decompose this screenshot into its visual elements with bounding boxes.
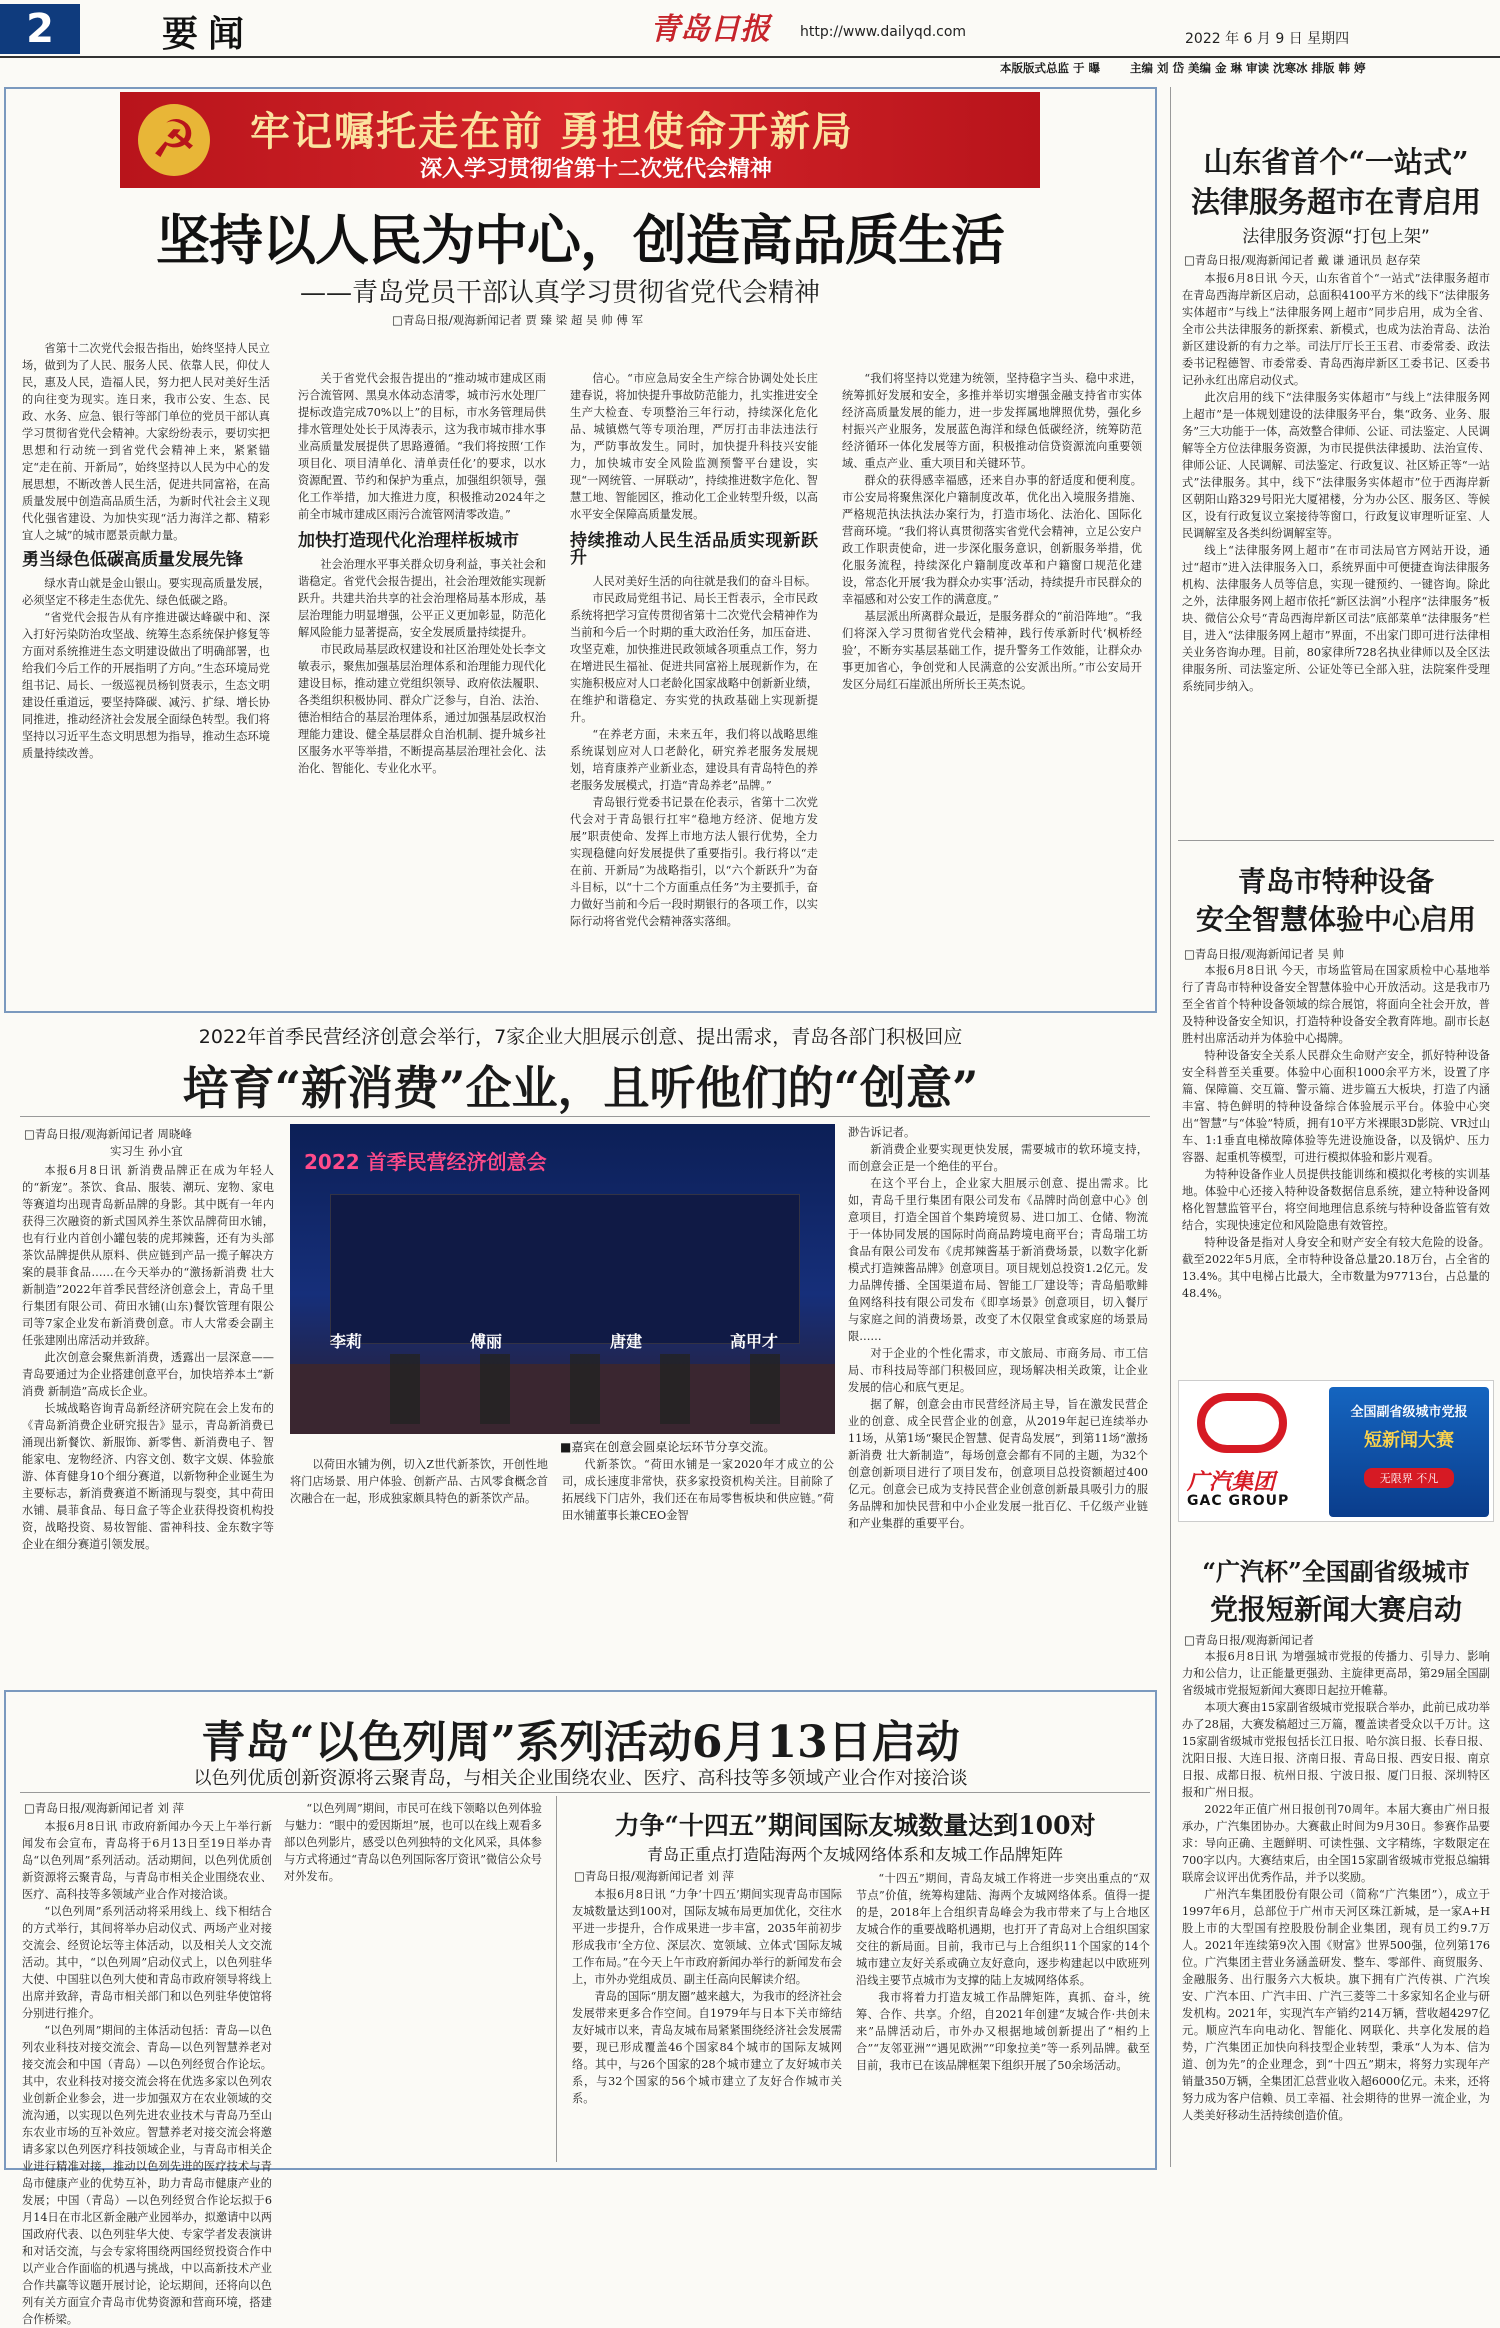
lead-subhead-3: 持续推动人民生活品质实现新跃升 <box>570 531 818 568</box>
right3-para-3: 2022年正值广州日报创刊70周年。本届大赛由广州日报承办，广汽集团协办。大赛截止时间为9月30日。参赛作品要求：导向正确、主题鲜明、可读性强、文字精练，字数限定在700字以内。大赛结束后，由全国15家副省级城市党报总编辑联席会议评出优秀作品，并予以奖励。 <box>1182 1803 1490 1884</box>
right2-para-1: 本报6月8日讯 今天，市场监管局在国家质检中心基地举行了青岛市特种设备安全智慧体验中心开放活动。这是我市乃至全省首个特种设备领域的综合展馆，将面向全社会开放，普及特种设备安全知识，打造特种设备安全教育阵地。副市长赵胜村出席活动并为体验中心揭牌。 <box>1182 964 1490 1045</box>
bottom-right-col-2 <box>856 1870 1150 2164</box>
photo-name-1: 李莉 <box>330 1332 363 1351</box>
lead-para-2: 绿水青山就是金山银山。要实现高质量发展，必须坚定不移走生态优先、绿色低碳之路。 <box>22 577 270 607</box>
bottom-rule <box>20 1792 1150 1793</box>
right2-para-4: 特种设备是指对人身安全和财产安全有较大危险的设备。截至2022年5月底，全市特种设备总量20.18万台，占全省的13.4%。其中电梯占比最大，全市数量为97713台，占总量的48.4%。 <box>1182 1236 1490 1300</box>
mid-para-8: 在这个平台上，企业家大胆展示创意、提出需求。比如，青岛千里行集团有限公司发布《品牌时尚创意中心》创意项目，打造全国首个集跨境贸易、进口加工、仓储、物流于一体协同发展的国际时尚商品跨境电商平台；青岛瑞工坊食品有限公司发布《虎邦辣酱基于新消费场景，以数字化新模式打造辣酱品牌》创意项目。项目规划总投资1.2亿元。发力品牌传播、全国渠道布局、智能工厂建设等；青岛船歌鲱鱼网络科技有限公司发布《即享场景》创意项目，切入餐厅与家庭之间的消费场景，改变了木仅限堂食或家庭的场景局限…… <box>848 1177 1148 1343</box>
party-banner <box>120 92 1040 188</box>
lead-col-3 <box>570 370 818 1004</box>
right3-para-4: 广州汽车集团股份有限公司（简称“广汽集团”），成立于1997年6月，总部位于广州市天河区珠江新城，是一家A+H股上市的大型国有控股股份制企业集团，现有员工约9.7万人。2021年连续第9次入围《财富》世界500强，位列第176位。广汽集团主营业务涵盖研发、整车、零部件、商贸服务、金融服务、出行服务六大板块。旗下拥有广汽传祺、广汽埃安、广汽本田、广汽丰田、广汽三菱等二十多家知名企业与研发机构。2021年，实现汽车产销约214万辆，营收超4297亿元。顺应汽车向电动化、智能化、网联化、共享化发展的趋势，广汽集团正加快向科技型企业转型，秉承“人为本、信为道、创为先”的企业理念，到“十四五”期末，将努力实现年产销量350万辆，全集团汇总营业收入超6000亿元。未来，还将努力成为客户信赖、员工幸福、社会期待的世界一流企业，为人类美好移动生活持续创造价值。 <box>1182 1888 1490 2122</box>
photo-name-2: 傅丽 <box>470 1332 503 1351</box>
paper-name: 青岛日报 <box>650 12 770 47</box>
banner-sub: 深入学习贯彻省第十二次党代会精神 <box>420 157 773 182</box>
lead-col-4 <box>842 370 1142 1004</box>
bottom-right-byline: □青岛日报/观海新闻记者 刘 萍 <box>574 1869 735 1883</box>
lead-para-9: 市民政局党组书记、局长王哲表示，全市民政系统将把学习宣传贯彻省第十二次党代会精神作为当前和今后一个时期的重大政治任务，加压奋进、攻坚克难，加快推进民政领域各项重点工作，努力在增进民生福祉、促进共同富裕上展现新作为，在实施积极应对人口老龄化国家战略中创新新业绩，在维护和谐稳定、夯实党的执政基础上实现新提升。 <box>570 592 818 724</box>
right1-body <box>1182 270 1490 810</box>
event-photo <box>290 1124 835 1434</box>
lead-col-2 <box>298 370 546 1004</box>
lead-para-7: 信心。“市应急局安全生产综合协调处处长庄建春说，将加快提升事故防范能力，扎实推进安全生产大检查、专项整治三年行动，持续深化危化品、城镇燃气等专项治理，严厉打击非法违法行为，严防事故发生。同时，加快提升科技兴安能力，加快城市安全风险监测预警平台建设，实现“一网统管、一屏联动”，持续推进数字危化、智慧工地、智能园区，推动化工企业转型升级，以高水平安全保障高质量发展。 <box>570 372 818 521</box>
right1-para-3: 线上“法律服务网上超市”在市司法局官方网站开设，通过“超市”进入法律服务入口，系统界面中可便捷查询法律服务机构、法律服务人员等信息，实现一键预约、一键咨询。除此之外，法律服务网上超市依托“新区法润”小程序“法律服务”板块、微信公众号“青岛西海岸新区司法”底部菜单“法律服务”栏目，进入“法律服务网上超市”界面，不出家门即可进行法律相关业务咨询办理。目前，80家律所728名执业律师以及全区法律服务所、司法鉴定所、公证处等已全部入驻，法院案件受理系统同步纳入。 <box>1182 544 1490 693</box>
mid-para-7: 新消费企业要实现更快发展，需要城市的软环境支持，而创意会正是一个绝佳的平台。 <box>848 1143 1148 1173</box>
bottom-subtitle: 以色列优质创新资源将云聚青岛，与相关企业围绕农业、医疗、高科技等多领域产业合作对接洽谈 <box>193 1768 968 1789</box>
bottom-right-col-1 <box>572 1886 842 2164</box>
mid-para-4: 以荷田水铺为例，切入Z世代新茶饮，开创性地将门店场景、用户体验、创新产品、古风零食概念首次融合在一起，形成独家颇具特色的新茶饮产品。 <box>290 1458 548 1505</box>
mid-col-1 <box>22 1162 274 1682</box>
gac-logo-icon <box>1197 1393 1287 1453</box>
right2-byline: □青岛日报/观海新闻记者 吴 帅 <box>1184 947 1345 961</box>
contest-badge-line-2: 短新闻大赛 <box>1364 1430 1454 1451</box>
bottom-title: 青岛“以色列周”系列活动6月13日启动 <box>201 1717 960 1768</box>
mid-title: 培育“新消费”企业，且听他们的“创意” <box>182 1061 979 1115</box>
photo-name-3: 唐建 <box>610 1332 643 1351</box>
right3-title-1: “广汽杯”全国副省级城市 <box>1202 1557 1470 1586</box>
right-col-rule <box>1170 87 1171 2167</box>
gac-brand-en: GAC GROUP <box>1187 1493 1290 1509</box>
bottom-para-1: 本报6月8日讯 市政府新闻办今天上午举行新闻发布会宣布，青岛将于6月13日至19日举办青岛“以色列周”系列活动。活动期间，以色列优质创新资源将云聚青岛，与青岛市相关企业围绕农业、医疗、高科技等多领域产业合作对接洽谈。 <box>22 1820 272 1901</box>
photo-caption: ■嘉宾在创意会圆桌论坛环节分享交流。 <box>560 1440 776 1454</box>
editor-credits-1: 本版版式总监 于 曝 <box>1000 61 1101 75</box>
mid-para-1: 本报6月8日讯 新消费品牌正在成为年轻人的“新宠”。茶饮、食品、服装、潮玩、宠物、家电等赛道均出现青岛新品牌的身影。其中既有一年内获得三次融资的新式国风养生茶饮品牌荷田水铺，也有行业内首创小罐包装的虎邦辣酱，还有为头部茶饮品牌提供从原料、供应链到产品一揽子解决方案的晨菲食品……在今天举办的“激扬新消费 壮大新制造”2022年首季民营经济创意会上，青岛千里行集团有限公司、荷田水铺(山东)餐饮管理有限公司等7家企业发布新消费创意。市人大常委会副主任张建刚出席活动并致辞。 <box>22 1164 274 1347</box>
lead-para-3: “省党代会报告从有序推进碳达峰碳中和、深入打好污染防治攻坚战、统筹生态系统保护修复等方面对系统推进生态文明建设做出了明确部署，也给我们今后工作的开展指明了方向。”生态环境局党组书记、局长、一级巡视员杨钊贤表示，生态文明建设任重道远，要坚持降碳、减污、扩绿、增长协同推进，推动经济社会发展全面绿色转型。我们将坚持以习近平生态文明思想为指导，推动生态环境质量持续改善。 <box>22 611 270 760</box>
bottom-right-title: 力争“十四五”期间国际友城数量达到100对 <box>614 1811 1096 1840</box>
mid-para-5: 代新茶饮。“荷田水铺是一家2020年才成立的公司，成长速度非常快，获多家投资机构关注。目前除了拓展线下门店外，我们还在布局零售板块和供应链。”荷田水铺董事长兼CEO金智 <box>562 1458 834 1522</box>
party-emblem-icon: ☭ <box>138 104 210 176</box>
mid-col-2 <box>290 1456 548 1682</box>
lead-subtitle: ——青岛党员干部认真学习贯彻省党代会精神 <box>300 278 821 308</box>
right2-para-3: 为特种设备作业人员提供技能训练和模拟化考核的实训基地。体验中心还接入特种设备数据信息系统，建立特种设备网格化智慧监管平台，将空间地理信息系统与特种设备监管有效结合，实现快速定位和风险隐患有效管控。 <box>1182 1168 1490 1232</box>
contest-badge-line-1: 全国副省级城市党报 <box>1350 1405 1468 1420</box>
lead-title: 坚持以人民为中心，创造高品质生活 <box>156 208 1004 272</box>
bottom-para-4: “以色列周”期间，市民可在线下领略以色列体验与魅力：“眼中的爱因斯坦”展，也可以在线上观看多部以色列影片，感受以色列独特的文化风采，具体参与方式将通过“青岛以色列国际客厅资讯”微信公众号对外发布。 <box>284 1802 542 1883</box>
mid-col-4 <box>848 1124 1148 1682</box>
mid-rule <box>20 1116 1150 1117</box>
mid-para-10: 据了解，创意会由市民营经济局主导，旨在激发民营企业的创意、成全民营企业的创意，从2019年起已连续举办11场，从第1场“聚民企智慧、促青岛发展”，到第11场“激扬新消费 壮大新制造”，每场创意会都有不同的主题，为32个创意创新项目进行了项目发布，创意项目总投资额超过400亿元。创意会已成为支持民营企业创意创新最具吸引力的服务品牌和加快民营和中小企业发展一批百亿、千亿级产业链和产业集群的重要平台。 <box>848 1398 1148 1530</box>
right3-byline: □青岛日报/观海新闻记者 <box>1184 1633 1314 1647</box>
mid-byline-2: 实习生 孙小宜 <box>110 1144 183 1158</box>
bottom-right-subtitle: 青岛正重点打造陆海两个友城网络体系和友城工作品牌矩阵 <box>646 1845 1063 1864</box>
right1-para-1: 本报6月8日讯 今天，山东省首个“一站式”法律服务超市在青岛西海岸新区启动，总面积4100平方米的线下“法律服务实体超市”与线上“法律服务网上超市”同步启用，成为全省、全市公共法律服务的新探索、新模式，也成为法治青岛、法治新区建设新的有力之举。司法厅厅长王玉君、市委常委、政法委书记程德智、市委常委、青岛西海岸新区工委书记、区委书记孙永红出席启动仪式。 <box>1182 272 1490 387</box>
right-rule-1 <box>1178 840 1494 841</box>
lead-col-1 <box>22 340 270 1004</box>
lead-para-14: 基层派出所离群众最近，是服务群众的“前沿阵地”。“我们将深入学习贯彻省党代会精神，践行传承新时代‘枫桥经验’，不断夯实基层基础工作，提升警务工作效能，让群众办事更加省心，争创党和人民满意的公安派出所。”市公安局开发区分局红石崖派出所所长王英杰说。 <box>842 610 1142 691</box>
banner-slogan: 牢记嘱托走在前 勇担使命开新局 <box>250 108 854 155</box>
right2-title-1: 青岛市特种设备 <box>1237 865 1434 898</box>
lead-para-6: 市民政局基层政权建设和社区治理处处长李文敏表示，聚焦加强基层治理体系和治理能力现代化建设目标，推动建立党组织领导、政府依法履职、各类组织积极协同、群众广泛参与，自治、法治、德治相结合的基层治理体系，通过加强基层政权治理能力建设、健全基层群众自治机制、提升城乡社区服务水平等举措，不断提高基层治理社会化、法治化、智能化、专业化水平。 <box>298 643 546 775</box>
right1-byline: □青岛日报/观海新闻记者 戴 谦 通讯员 赵存荣 <box>1184 253 1421 267</box>
mid-byline-1: □青岛日报/观海新闻记者 周晓峰 <box>24 1127 192 1141</box>
mid-kicker: 2022年首季民营经济创意会举行，7家企业大胆展示创意、提出需求，青岛各部门积极回应 <box>198 1026 963 1048</box>
lead-para-1: 省第十二次党代会报告指出，始终坚持人民立场，做到为了人民、服务人民、依靠人民，仰仗人民，惠及人民，造福人民，努力把人民对美好生活的向往变为现实。连日来，我市公安、生态、民政、水务、应急、银行等部门单位的党员干部认真学习贯彻省党代会精神。大家纷纷表示，要切实把思想和行动统一到省党代会精神上来，紧紧锚定“走在前、开新局”，始终坚持以人民为中心的发展思想，不断改善人民生活，促进共同富裕，在高质量发展中创造高品质生活，为新时代社会主义现代化强省建设、为加快实现“活力海洋之都、精彩宜人之城”的城市愿景贡献力量。 <box>22 342 270 542</box>
photo-name-4: 高甲才 <box>730 1332 779 1351</box>
right3-para-2: 本项大赛由15家副省级城市党报联合举办，此前已成功举办了28届，大赛发稿超过三万篇，覆盖读者受众以千万计。这15家副省级城市党报包括长江日报、哈尔滨日报、长春日报、沈阳日报、大连日报、济南日报、青岛日报、西安日报、南京日报、成都日报、杭州日报、宁波日报、厦门日报、深圳特区报和广州日报。 <box>1182 1701 1490 1799</box>
gac-advert[interactable] <box>1178 1380 1494 1522</box>
mid-para-9: 对于企业的个性化需求，市文旅局、市商务局、市工信局、市科技局等部门积极回应，现场解决相关政策，让企业发展的信心和底气更足。 <box>848 1347 1148 1394</box>
right1-para-2: 此次启用的线下“法律服务实体超市”与线上“法律服务网上超市”是一体规划建设的法律服务平台，集“政务、业务、服务”三大功能于一体，高效整合律师、公证、司法鉴定、人民调解等全方位法律服务资源，为市民提供法律援助、法治宣传、律师公证、人民调解、司法鉴定、行政复议、社区矫正等“一站式”法律服务。其中，线下“法律服务实体超市”位于西海岸新区朝阳山路329号阳光大厦裙楼，分为办公区、服务区、等候区，设有行政复议立案接待等窗口，行政复议审理听证室、人民调解室及各类纠纷调解室等。 <box>1182 391 1490 540</box>
lead-para-8: 人民对美好生活的向往就是我们的奋斗目标。 <box>592 575 817 588</box>
lead-para-11: 青岛银行党委书记景在伦表示，省第十二次党代会对于青岛银行扛牢“稳地方经济、促地方发展”职责使命、发挥上市地方法人银行优势，全力实现稳健向好发展提供了重要指引。我行将以“走在前、开新局”为战略指引，以“六个新跃升”为奋斗目标，以“十二个方面重点任务”为主要抓手，奋力做好当前和今后一段时期银行的各项工作，以实际行动将省党代会精神落实落细。 <box>570 796 818 928</box>
paper-url[interactable]: http://www.dailyqd.com <box>800 24 967 40</box>
lead-para-12: “我们将坚持以党建为统领，坚持稳字当头、稳中求进，统筹抓好发展和安全，多推并举切实增强金融支持省市实体经济高质量发展的能力，进一步发挥属地牌照优势，强化乡村振兴产业服务，发展蓝色海洋和绿色低碳经济，统筹防范经济循环一体化发展等方面，积极推动信贷资源流向重要领域、重点产业、重大项目和关键环节。 <box>842 372 1142 470</box>
photo-event-title: 2022 首季民营经济创意会 <box>304 1150 547 1174</box>
right1-title-1: 山东省首个“一站式” <box>1203 145 1469 179</box>
right1-title-2: 法律服务超市在青启用 <box>1190 185 1481 219</box>
lead-para-10: “在养老方面，未来五年，我们将以战略思维系统谋划应对人口老龄化，研究养老服务发展规划，培育康养产业新业态，建设具有青岛特色的养老服务发展模式，打造“青岛养老”品牌。” <box>570 728 818 792</box>
issue-date: 2022 年 6 月 9 日 星期四 <box>1185 31 1350 47</box>
bottom-right-para-2: 青岛的国际“朋友圈”越来越大，为我市的经济社会发展带来更多合作空间。自1979年与日本下关市缔结友好城市以来，青岛友城布局紧紧围绕经济社会发展需要，现已形成覆盖46个国家84个城市的国际友城网络。其中，与26个国家的28个城市建立了友好城市关系，与32个国家的56个城市建立了友好合作城市关系。 <box>572 1990 842 2105</box>
right3-para-1: 本报6月8日讯 为增强城市党报的传播力、引导力、影响力和公信力，让正能量更强劲、主旋律更高昂，第29届全国副省级城市党报短新闻大赛即日起拉开帷幕。 <box>1182 1650 1490 1697</box>
lead-subhead-2: 加快打造现代化治理样板城市 <box>298 531 519 551</box>
lead-para-4: 关于省党代会报告提出的“推动城市建成区雨污合流管网、黑臭水体动态清零，城市污水处理厂提标改造完成70%以上”的目标，市水务管理局供排水管理处处长于凤涛表示，这为我市城市排水事业高质量发展提供了思路遵循。“我们将按照‘工作项目化、项目清单化、清单责任化’的要求，以水资源配置、节约和保护为重点，加强组织领导，强化工作举措，加大推进力度，积极推动2024年之前全市城市建成区雨污合流管网清零改造。” <box>298 372 546 521</box>
right3-body <box>1182 1648 1490 2170</box>
mid-para-3: 长城战略咨询青岛新经济研究院在会上发布的《青岛新消费企业研究报告》显示，青岛新消费已涌现出新餐饮、新服饰、新零售、新消费电子、智能家电、宠物经济、内容文创、数字文娱、体验旅游、体育健身10个细分赛道，以新物种企业诞生为主要标志，新消费赛道不断涌现与裂变，其中荷田水铺、晨菲食品、每日盒子等企业获得投资机构投资，战略投资、易妆智能、雷神科技、金东数字等企业在细分赛道引领发展。 <box>22 1402 274 1551</box>
right2-title-2: 安全智慧体验中心启用 <box>1195 903 1476 936</box>
bottom-right-para-4: 我市将着力打造友城工作品牌矩阵，真抓、奋斗，统筹、合作、共享。介绍，自2021年创建“友城合作·共创未来”品牌活动后，市外办又根据地域创新提出了“相约上合”“友邻亚洲”“遇见欧洲”“印象拉美”等一系列品牌。截至目前，我市已在该品牌框架下组织开展了50余场活动。 <box>856 1991 1150 2072</box>
bottom-col-1 <box>22 1818 272 2326</box>
masthead-rule <box>0 56 1500 58</box>
photo-panelists <box>350 1354 790 1424</box>
right3-title-2: 党报短新闻大赛启动 <box>1209 1593 1462 1626</box>
masthead <box>0 0 1500 56</box>
bottom-para-3: “以色列周”期间的主体活动包括：青岛—以色列农业科技对接交流会、青岛—以色列智慧养老对接交流会和中国（青岛）—以色列经贸合作论坛。其中，农业科技对接交流会将在优选多家以色列农业创新企业参会，进一步加强双方在农业领域的交流沟通，以实现以色列先进农业技术与青岛乃至山东农业市场的互补效应。智慧养老对接交流会将邀请多家以色列医疗科技领域企业，与青岛市相关企业进行精准对接，推动以色列先进的医疗技术与青岛市健康产业的优势互补，助力青岛市健康产业的发展；中国（青岛）—以色列经贸合作论坛拟于6月14日在市北区新金融产业园举办，拟邀请中以两国政府代表、以色列驻华大使、专家学者发表演讲和对话交流，与会专家将围绕两国经贸投资合作中以产业合作面临的机遇与挑战，中以高新技术产业合作共赢等议题开展讨论，论坛期间，还将向以色列有关方面宣介青岛市优势资源和营商环境，搭建合作桥梁。 <box>22 2024 272 2326</box>
lead-byline: □青岛日报/观海新闻记者 贾 臻 梁 超 吴 帅 傅 军 <box>392 313 643 327</box>
gac-brand-cn: 广汽集团 <box>1187 1470 1276 1495</box>
contest-badge <box>1329 1387 1489 1517</box>
mid-col-3 <box>562 1456 834 1682</box>
bottom-right-para-3: “十四五”期间，青岛友城工作将进一步突出重点的“双节点”价值，统筹构建陆、海两个友城网络体系。值得一提的是，2018年上合组织青岛峰会为我市带来了与上合地区友城合作的重要战略机遇期，也打开了青岛对上合组织国家交往的新局面。目前，我市已与上合组织11个国家的14个城市建立友好关系或确立友好意向，逐步构建起以中欧班列沿线主要节点城市为支撑的陆上友城网络体系。 <box>856 1872 1150 1987</box>
bottom-para-2: “以色列周”系列活动将采用线上、线下相结合的方式举行，其间将举办启动仪式、两场产业对接交流会、经贸论坛等主体活动，以及相关人文交流活动。其中，“以色列周”启动仪式上，以色列驻华大使、中国驻以色列大使和青岛市政府领导将线上出席并致辞，青岛市相关部门和以色列驻华使馆将分别进行推介。 <box>22 1905 272 2020</box>
bottom-right-frame <box>556 1796 557 2162</box>
right2-body <box>1182 962 1490 1360</box>
lead-para-5: 社会治理水平事关群众切身利益，事关社会和谐稳定。省党代会报告提出，社会治理效能实现新跃升。共建共治共享的社会治理格局基本形成，基层治理能力明显增强，公平正义更加彰显，防范化解风险能力显著提高，安全发展质量持续提升。 <box>298 558 546 639</box>
mid-para-2: 此次创意会聚焦新消费，透露出一层深意——青岛要通过为企业搭建创意平台，加快培养本土“新消费 新制造”高成长企业。 <box>22 1351 274 1398</box>
lead-para-13: 群众的获得感幸福感，还来自办事的舒适度和便利度。市公安局将聚焦深化户籍制度改革，优化出入境服务措施、严格规范执法执法办案行为，打造市场化、法治化、国际化营商环境。“我们将认真贯彻落实省党代会精神，立足公安户政工作职责使命，进一步深化服务意识，创新服务举措，优化服务流程，持续深化户籍制度改革和户籍窗口规范化建设，常态化开展‘我为群众办实事’活动，持续提升市民群众的幸福感和对公安工作的满意度。” <box>842 474 1142 606</box>
bottom-col-2 <box>284 1800 542 2164</box>
bottom-byline: □青岛日报/观海新闻记者 刘 萍 <box>24 1801 185 1815</box>
bottom-right-para-1: 本报6月8日讯 “力争‘十四五’期间实现青岛市国际友城数量达到100对，国际友城布局更加优化，交往水平进一步提升，合作成果进一步丰富，2035年前初步形成我市‘全方位、深层次、宽领域、立体式’国际友城工作布局。”在今天上午市政府新闻办举行的新闻发布会上，市外办党组成员、副主任高向民解读介绍。 <box>572 1888 842 1986</box>
right1-subtitle: 法律服务资源“打包上架” <box>1242 227 1430 247</box>
lead-subhead-1: 勇当绿色低碳高质量发展先锋 <box>22 550 243 570</box>
section-name: 要闻 <box>162 13 255 55</box>
contest-badge-line-3: 无限界 不凡 <box>1364 1468 1454 1488</box>
page-number-box <box>0 4 80 54</box>
editor-credits-2: 主编 刘 岱 美编 金 琳 审读 沈寒冰 排版 韩 婷 <box>1130 61 1366 75</box>
page-number: 2 <box>26 6 54 52</box>
right2-para-2: 特种设备安全关系人民群众生命财产安全，抓好特种设备安全科普至关重要。体验中心面积1000余平方米，设置了序篇、保障篇、交互篇、警示篇、进步篇五大板块，打造了内涵丰富、特色鲜明的特种设备综合体验展示平台。体验中心突出“智慧”与“体验”特质，拥有10平方米裸眼3D影院、VR过山车、1:1垂直电梯故障体验等先进设施设备，以及锅炉、压力容器、起重机等模型，可进行模拟体验和影片观看。 <box>1182 1049 1490 1164</box>
mid-para-6: 渺告诉记者。 <box>848 1126 916 1139</box>
photo-screen <box>330 1194 800 1344</box>
